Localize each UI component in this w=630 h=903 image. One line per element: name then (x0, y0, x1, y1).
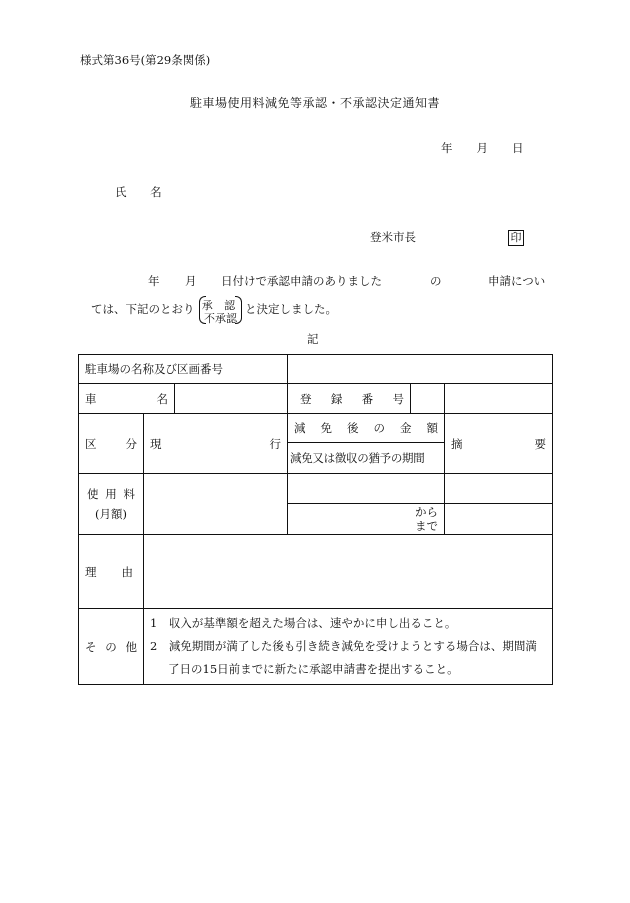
fee-remarks-value-2 (445, 504, 553, 535)
body-no: の (430, 274, 442, 288)
ki-heading: 記 (307, 332, 319, 346)
disapprove-option: 不承認 (204, 312, 237, 325)
period-from: から (415, 505, 439, 519)
reduced-amount-label: 減 免 後 の 金 額 (288, 414, 445, 443)
approve-option: 承 認 (201, 299, 240, 312)
approval-bracket (199, 296, 242, 324)
other-label-cell: そ の 他 (79, 609, 144, 685)
row-other (79, 609, 553, 685)
reg-number-value (445, 384, 553, 414)
body-line2-start: ては、下記のとおり (91, 302, 195, 316)
reason-value-cell (144, 535, 553, 609)
car-label-cell: 車 名 (79, 384, 175, 414)
body-line2-end: と決定しました。 (245, 302, 337, 316)
row-car (79, 384, 553, 414)
note-2: 2 減免期間が満了した後も引き続き減免を受けようとする場合は、期間満 (150, 639, 537, 653)
body-month: 月 (185, 274, 197, 288)
form-number: 様式第36号(第29条関係) (80, 53, 211, 67)
fee-remarks-value-1 (445, 474, 553, 504)
addressee-name-label: 氏 名 (115, 185, 172, 199)
issuer-title: 登米市長 (370, 230, 416, 244)
note-2-continued: 了日の15日前までに新たに承認申請書を提出すること。 (168, 662, 459, 676)
body-year: 年 (148, 274, 160, 288)
remarks-label-cell: 摘 要 (445, 414, 553, 474)
category-label-cell: 区 分 (79, 414, 144, 474)
seal-mark: 印 (508, 230, 524, 246)
fee-label-cell: 使 用 料 (月額) (79, 474, 144, 535)
fee-current-value (144, 474, 288, 535)
row-reason (79, 535, 553, 609)
reg-number-cell (288, 384, 445, 414)
note-1: 1 収入が基準額を超えた場合は、速やかに申し出ること。 (150, 616, 457, 630)
reg-number-label: 登 録 番 号 (288, 384, 411, 413)
notice-table (78, 354, 553, 685)
reason-label-cell: 理 由 (79, 535, 144, 609)
car-value-cell (175, 384, 288, 414)
period-until: まで (415, 519, 439, 533)
fee-period-value (288, 504, 445, 535)
date-line (441, 143, 524, 155)
row-category-1 (79, 414, 553, 443)
other-notes-cell (144, 609, 553, 685)
fee-monthly: (月額) (95, 507, 127, 521)
row-fee-1 (79, 474, 553, 504)
current-label-cell: 現 行 (144, 414, 288, 474)
fee-reduced-amount-value (288, 474, 445, 504)
parking-value-cell (288, 355, 553, 384)
date-month: 月 (476, 141, 488, 155)
body-day-phrase: 日付けで承認申請のありました (221, 274, 382, 288)
date-year: 年 (441, 141, 453, 155)
parking-label-cell: 駐車場の名称及び区画番号 (79, 355, 288, 384)
period-label: 減免又は徴収の猶予の期間 (288, 443, 445, 474)
body-request-tail: 申請につい (488, 274, 546, 288)
row-parking (79, 355, 553, 384)
document-title: 駐車場使用料減免等承認・不承認決定通知書 (189, 96, 440, 110)
date-day: 日 (512, 141, 524, 155)
